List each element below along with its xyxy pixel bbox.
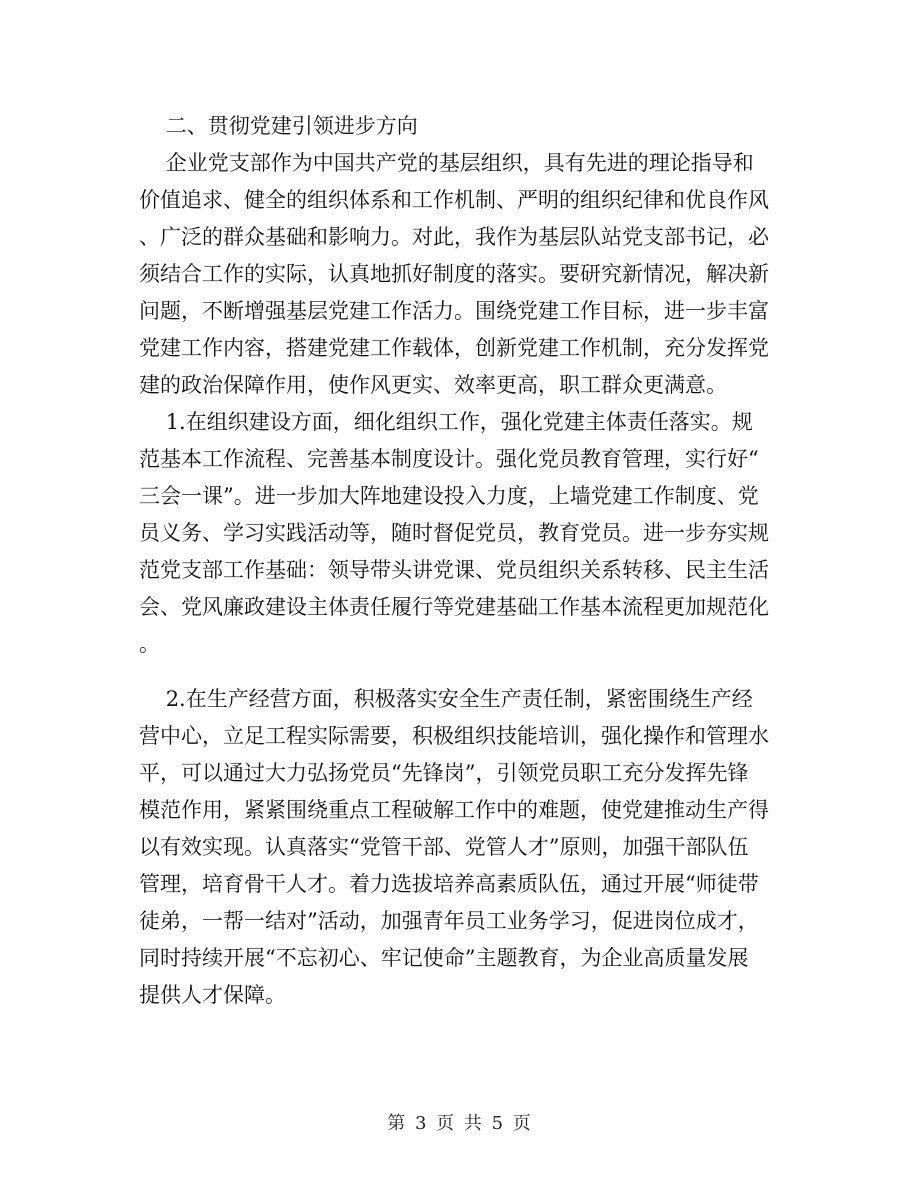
paragraph-line: 范党支部工作基础：领导带头讲党课、党员组织关系转移、民主生活 <box>139 558 769 582</box>
paragraph-line: 2.在生产经营方面，积极落实安全生产责任制，紧密围绕生产经 <box>139 687 753 711</box>
paragraph-line: 会、党风廉政建设主体责任履行等党建基础工作基本流程更加规范化 <box>139 595 769 619</box>
paragraph-line: 。 <box>139 632 160 656</box>
paragraph-line: 价值追求、健全的组织体系和工作机制、严明的组织纪律和优良作风 <box>139 188 769 212</box>
paragraph-line: 以有效实现。认真落实“党管干部、党管人才”原则，加强干部队伍 <box>139 835 749 859</box>
paragraph-line: 管理，培育骨干人才。着力选拔培养高素质队伍，通过开展“师徒带 <box>139 872 759 896</box>
paragraph-line: 范基本工作流程、完善基本制度设计。强化党员教育管理，实行好“ <box>139 447 759 471</box>
paragraph-line: 建的政治保障作用，使作风更实、效率更高，职工群众更满意。 <box>139 373 727 397</box>
section-heading: 二、贯彻党建引领进步方向 <box>139 114 418 138</box>
paragraph-line: 提供人才保障。 <box>139 983 286 1007</box>
paragraph-line: 同时持续开展“不忘初心、牢记使命”主题教育，为企业高质量发展 <box>139 946 749 970</box>
paragraph-line: 三会一课”。进一步加大阵地建设投入力度，上墙党建工作制度、党 <box>139 484 759 508</box>
page-number-footer: 第 3 页 共 5 页 <box>387 1113 533 1134</box>
paragraph-line: 员义务、学习实践活动等，随时督促党员，教育党员。进一步夯实规 <box>139 521 769 545</box>
paragraph-line: 须结合工作的实际，认真地抓好制度的落实。要研究新情况，解决新 <box>139 262 769 286</box>
document-body <box>139 108 781 1014</box>
paragraph-line: 、广泛的群众基础和影响力。对此，我作为基层队站党支部书记，必 <box>139 225 769 249</box>
paragraph-line: 平，可以通过大力弘扬党员“先锋岗”，引领党员职工充分发挥先锋 <box>139 761 749 785</box>
paragraph-line: 徒弟，一帮一结对”活动，加强青年员工业务学习，促进岗位成才， <box>139 909 759 933</box>
paragraph-line: 党建工作内容，搭建党建工作载体，创新党建工作机制，充分发挥党 <box>139 336 769 360</box>
paragraph-line: 营中心，立足工程实际需要，积极组织技能培训，强化操作和管理水 <box>139 724 769 748</box>
paragraph-line: 模范作用，紧紧围绕重点工程破解工作中的难题，使党建推动生产得 <box>139 798 769 822</box>
paragraph-line: 1.在组织建设方面，细化组织工作，强化党建主体责任落实。规 <box>139 410 753 434</box>
paragraph-line: 企业党支部作为中国共产党的基层组织，具有先进的理论指导和 <box>139 151 754 175</box>
paragraph-line: 问题，不断增强基层党建工作活力。围绕党建工作目标，进一步丰富 <box>139 299 769 323</box>
